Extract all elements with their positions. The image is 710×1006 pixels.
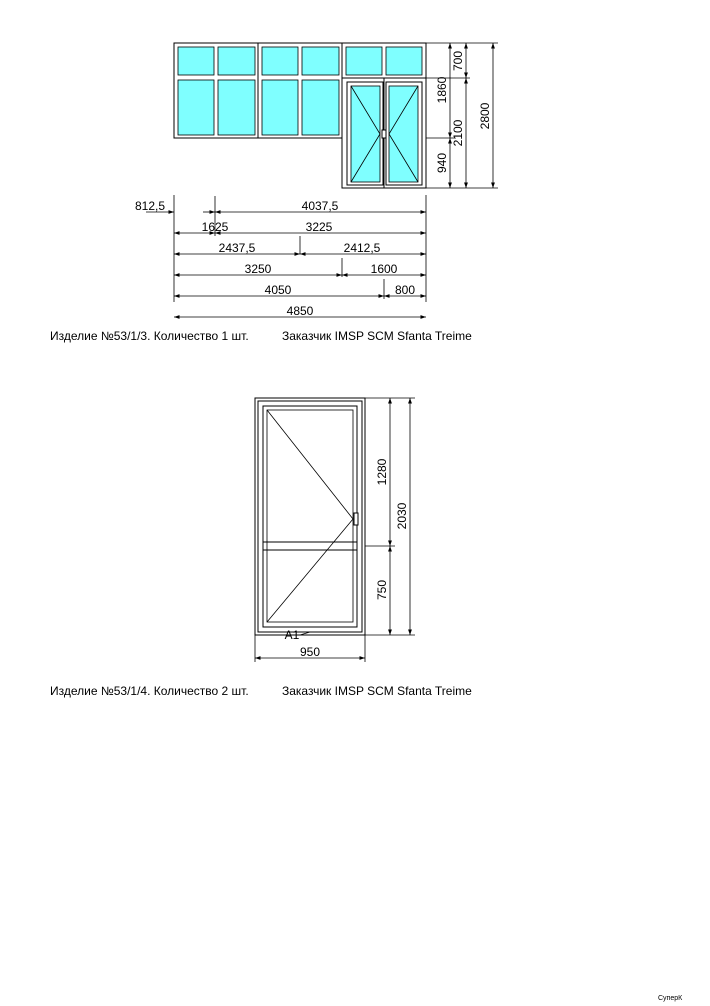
- dim-4850: 4850: [286, 304, 314, 318]
- item2-customer: Заказчик IMSP SCM Sfanta Treime: [282, 684, 472, 698]
- footer-software: СуперК: [658, 995, 683, 1002]
- door-handle-icon: [382, 130, 386, 138]
- item1-horizontal-dimensions: [146, 195, 426, 317]
- dim-2437-5: 2437,5: [218, 241, 256, 255]
- item2-caption: Изделие №53/1/4. Количество 2 шт.: [50, 684, 249, 698]
- door2-label-a1: A1: [284, 628, 300, 642]
- dim-950: 950: [299, 645, 321, 659]
- dim-1280: 1280: [375, 458, 389, 486]
- item1-window-assembly: [174, 43, 426, 188]
- dim-940: 940: [435, 152, 449, 174]
- dim-1860: 1860: [435, 76, 449, 104]
- door2-outer-frame: [255, 398, 365, 635]
- dim-3225: 3225: [305, 220, 333, 234]
- dim-812-5: 812,5: [134, 199, 166, 213]
- door2-handle-icon: [354, 513, 358, 525]
- dim-2800: 2800: [478, 102, 492, 130]
- dim-1600: 1600: [370, 262, 398, 276]
- item2-door: [255, 398, 365, 635]
- item1-customer: Заказчик IMSP SCM Sfanta Treime: [282, 329, 472, 343]
- dim-2100: 2100: [451, 119, 465, 147]
- dim-750: 750: [375, 579, 389, 601]
- dim-3250: 3250: [244, 262, 272, 276]
- item1-caption: Изделие №53/1/3. Количество 1 шт.: [50, 329, 249, 343]
- dim-4037-5: 4037,5: [301, 199, 339, 213]
- dim-4050: 4050: [264, 283, 292, 297]
- dim-700: 700: [451, 50, 465, 72]
- dim-2030: 2030: [395, 502, 409, 530]
- dim-800: 800: [394, 283, 416, 297]
- dim-2412-5: 2412,5: [343, 241, 381, 255]
- dim-1625: 1625: [201, 220, 229, 234]
